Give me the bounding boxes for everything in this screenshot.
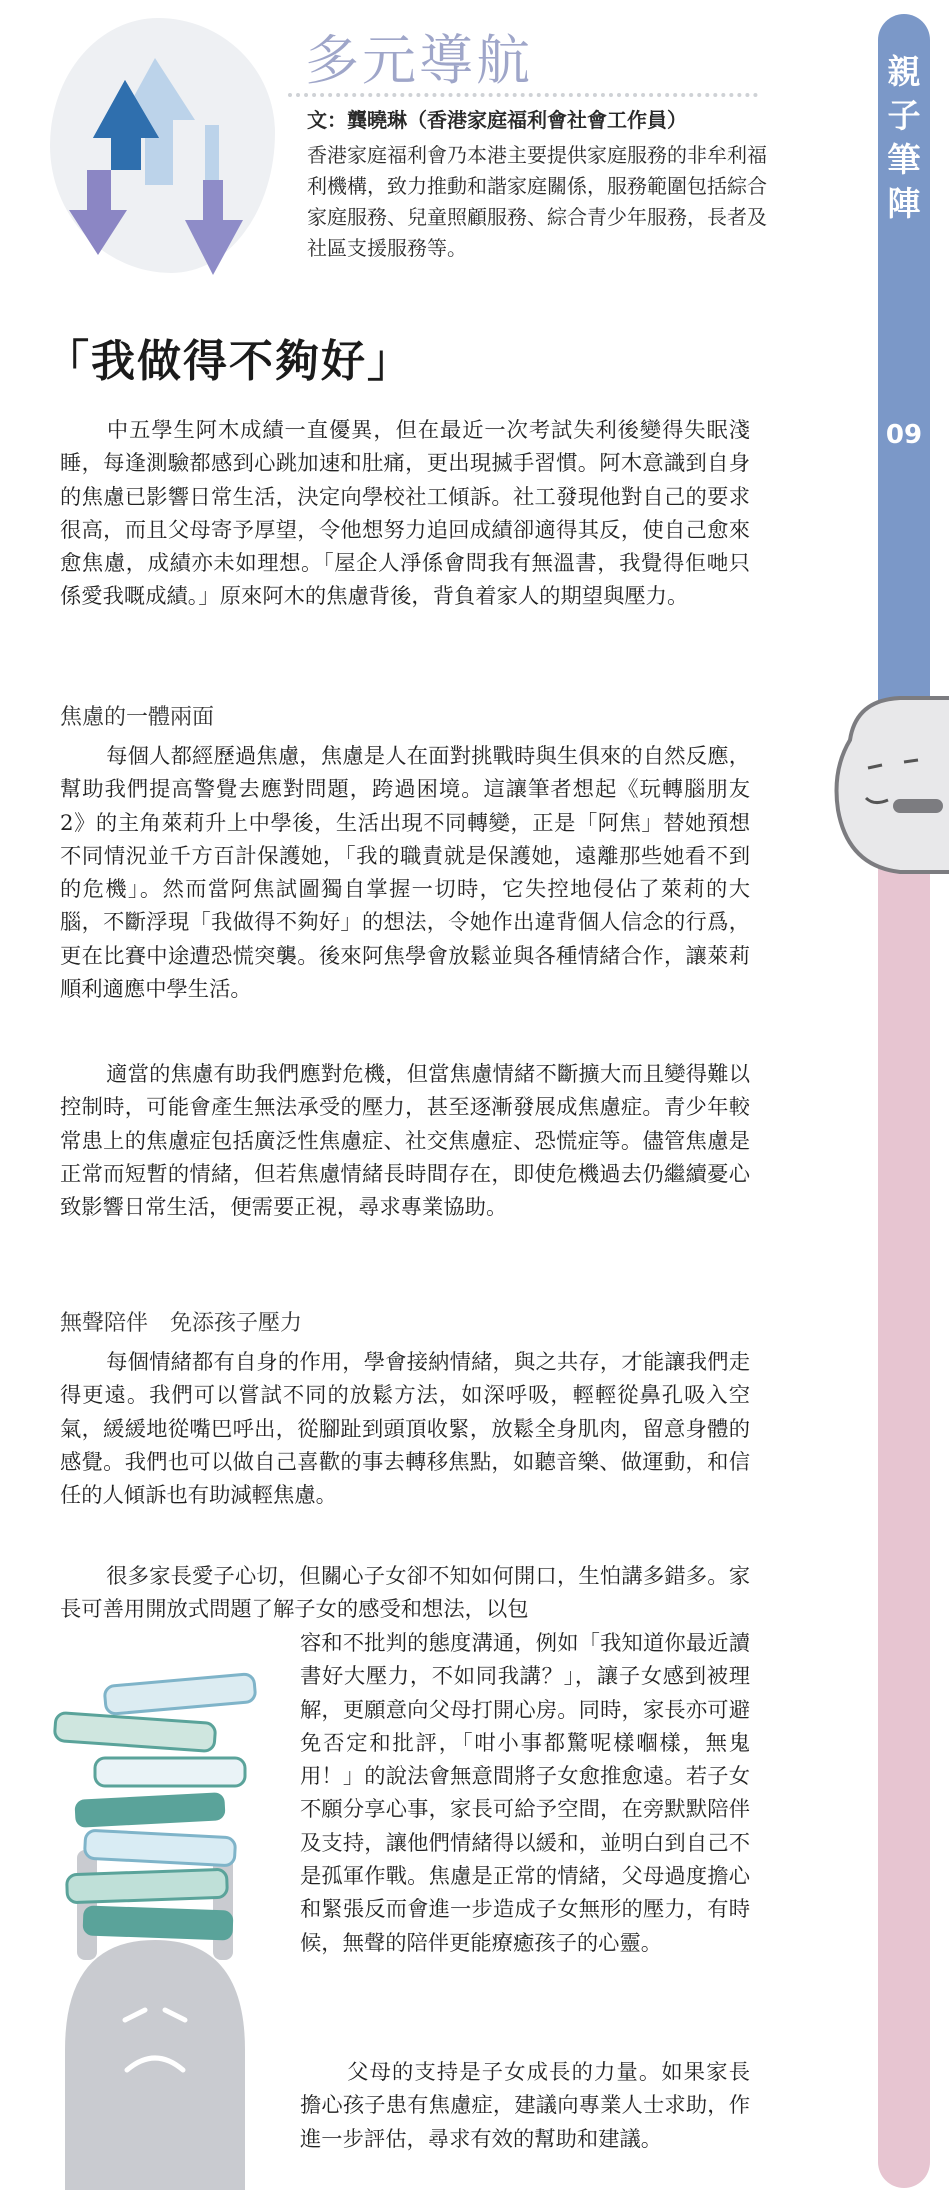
intro-paragraph: 中五學生阿木成績一直優異，但在最近一次考試失利後變得失眠淺睡，每逢測驗都感到心跳加速和肚痛，更出現搣手習慣。阿木意識到自身的焦慮已影響日常生活，決定向學校社工傾訴。社工發現他對自己的要求很高，而且父母寄予厚望，令他想努力追回成績卻適得其反，使自己愈來愈焦慮，成績亦未如理想。「屋企人淨係會問我有無溫書，我覺得佢哋只係愛我嘅成績。」原來阿木的焦慮背後，背負着家人的期望與壓力。 xyxy=(60,418,750,610)
face-illustration xyxy=(828,690,949,880)
books-stack-illustration xyxy=(45,1650,275,2190)
section2-paragraph2-top: 很多家長愛子心切，但關心子女卻不知如何開口，生怕講多錯多。家長可善用開放式問題了解子女的感受和想法，以包 xyxy=(60,1564,750,1623)
divider xyxy=(288,93,758,97)
subhead-anxiety-two-sides: 焦慮的一體兩面 xyxy=(60,705,215,730)
org-description: 香港家庭福利會乃本港主要提供家庭服務的非牟利福利機構，致力推動和諧家庭關係，服務範圍包括綜合家庭服務、兒童照顧服務、綜合青少年服務，長者及社區支援服務等。 xyxy=(307,143,767,260)
sidebar-title: 親 子 筆 陣 xyxy=(887,52,921,223)
closing-paragraph: 父母的支持是子女成長的力量。如果家長擔心孩子患有焦慮症，建議向專業人士求助，作進一步評估，尋求有效的幫助和建議。 xyxy=(300,2060,750,2152)
page-number: 09 xyxy=(885,420,923,450)
section1-paragraph1: 每個人都經歷過焦慮，焦慮是人在面對挑戰時與生俱來的自然反應，幫助我們提高警覺去應對問題，跨過困境。這讓筆者想起《玩轉腦朋友 2》的主角萊莉升上中學後，生活出現不同轉變，正是「阿焦」替她預想不同情況並千方百計保護她，「我的職責就是保護她，遠離那些她看不到的危機」。然而當阿焦試圖獨自掌握一切時，它失控地侵佔了萊莉的大腦，不斷浮現「我做得不夠好」的想法，令她作出違背個人信念的行爲，更在比賽中途遭恐慌突襲。後來阿焦學會放鬆並與各種情緒合作，讓萊莉順利適應中學生活。 xyxy=(60,744,750,1003)
subhead-silent-companionship: 無聲陪伴 免添孩子壓力 xyxy=(60,1311,303,1336)
section1-paragraph2: 適當的焦慮有助我們應對危機，但當焦慮情緒不斷擴大而且變得難以控制時，可能會產生無法承受的壓力，甚至逐漸發展成焦慮症。青少年較常患上的焦慮症包括廣泛性焦慮症、社交焦慮症、恐慌症等。儘管焦慮是正常而短暫的情緒，但若焦慮情緒長時間存在，即使危機過去仍繼續憂心致影響日常生活，便需要正視，尋求專業協助。 xyxy=(60,1062,750,1221)
arrows-illustration xyxy=(55,40,265,280)
author-byline: 文：龔曉琳（香港家庭福利會社會工作員） xyxy=(307,108,687,132)
section2-paragraph2-rest: 容和不批判的態度溝通，例如「我知道你最近讀書好大壓力，不如同我講？」，讓子女感到被理解，更願意向父母打開心房。同時，家長亦可避免否定和批評，「咁小事都驚呢樣嗰樣，無鬼用！」的說法會無意間將子女愈推愈遠。若子女不願分享心事，家長可給予空間，在旁默默陪伴及支持，讓他們情緒得以緩和，並明白到自己不是孤軍作戰。焦慮是正常的情緒，父母過度擔心和緊張反而會進一步造成子女無形的壓力，有時候，無聲的陪伴更能療癒孩子的心靈。 xyxy=(300,1631,750,1956)
sidebar-rail-bottom xyxy=(878,820,930,2188)
section-title: 多元導航 xyxy=(305,29,533,92)
article-headline: 「我做得不夠好」 xyxy=(45,336,413,387)
section2-paragraph1: 每個情緒都有自身的作用，學會接納情緒，與之共存，才能讓我們走得更遠。我們可以嘗試不同的放鬆方法，如深呼吸，輕輕從鼻孔吸入空氣，緩緩地從嘴巴呼出，從腳趾到頭頂收緊，放鬆全身肌肉，留意身體的感覺。我們也可以做自己喜歡的事去轉移焦點，如聽音樂、做運動，和信任的人傾訴也有助減輕焦慮。 xyxy=(60,1350,750,1509)
